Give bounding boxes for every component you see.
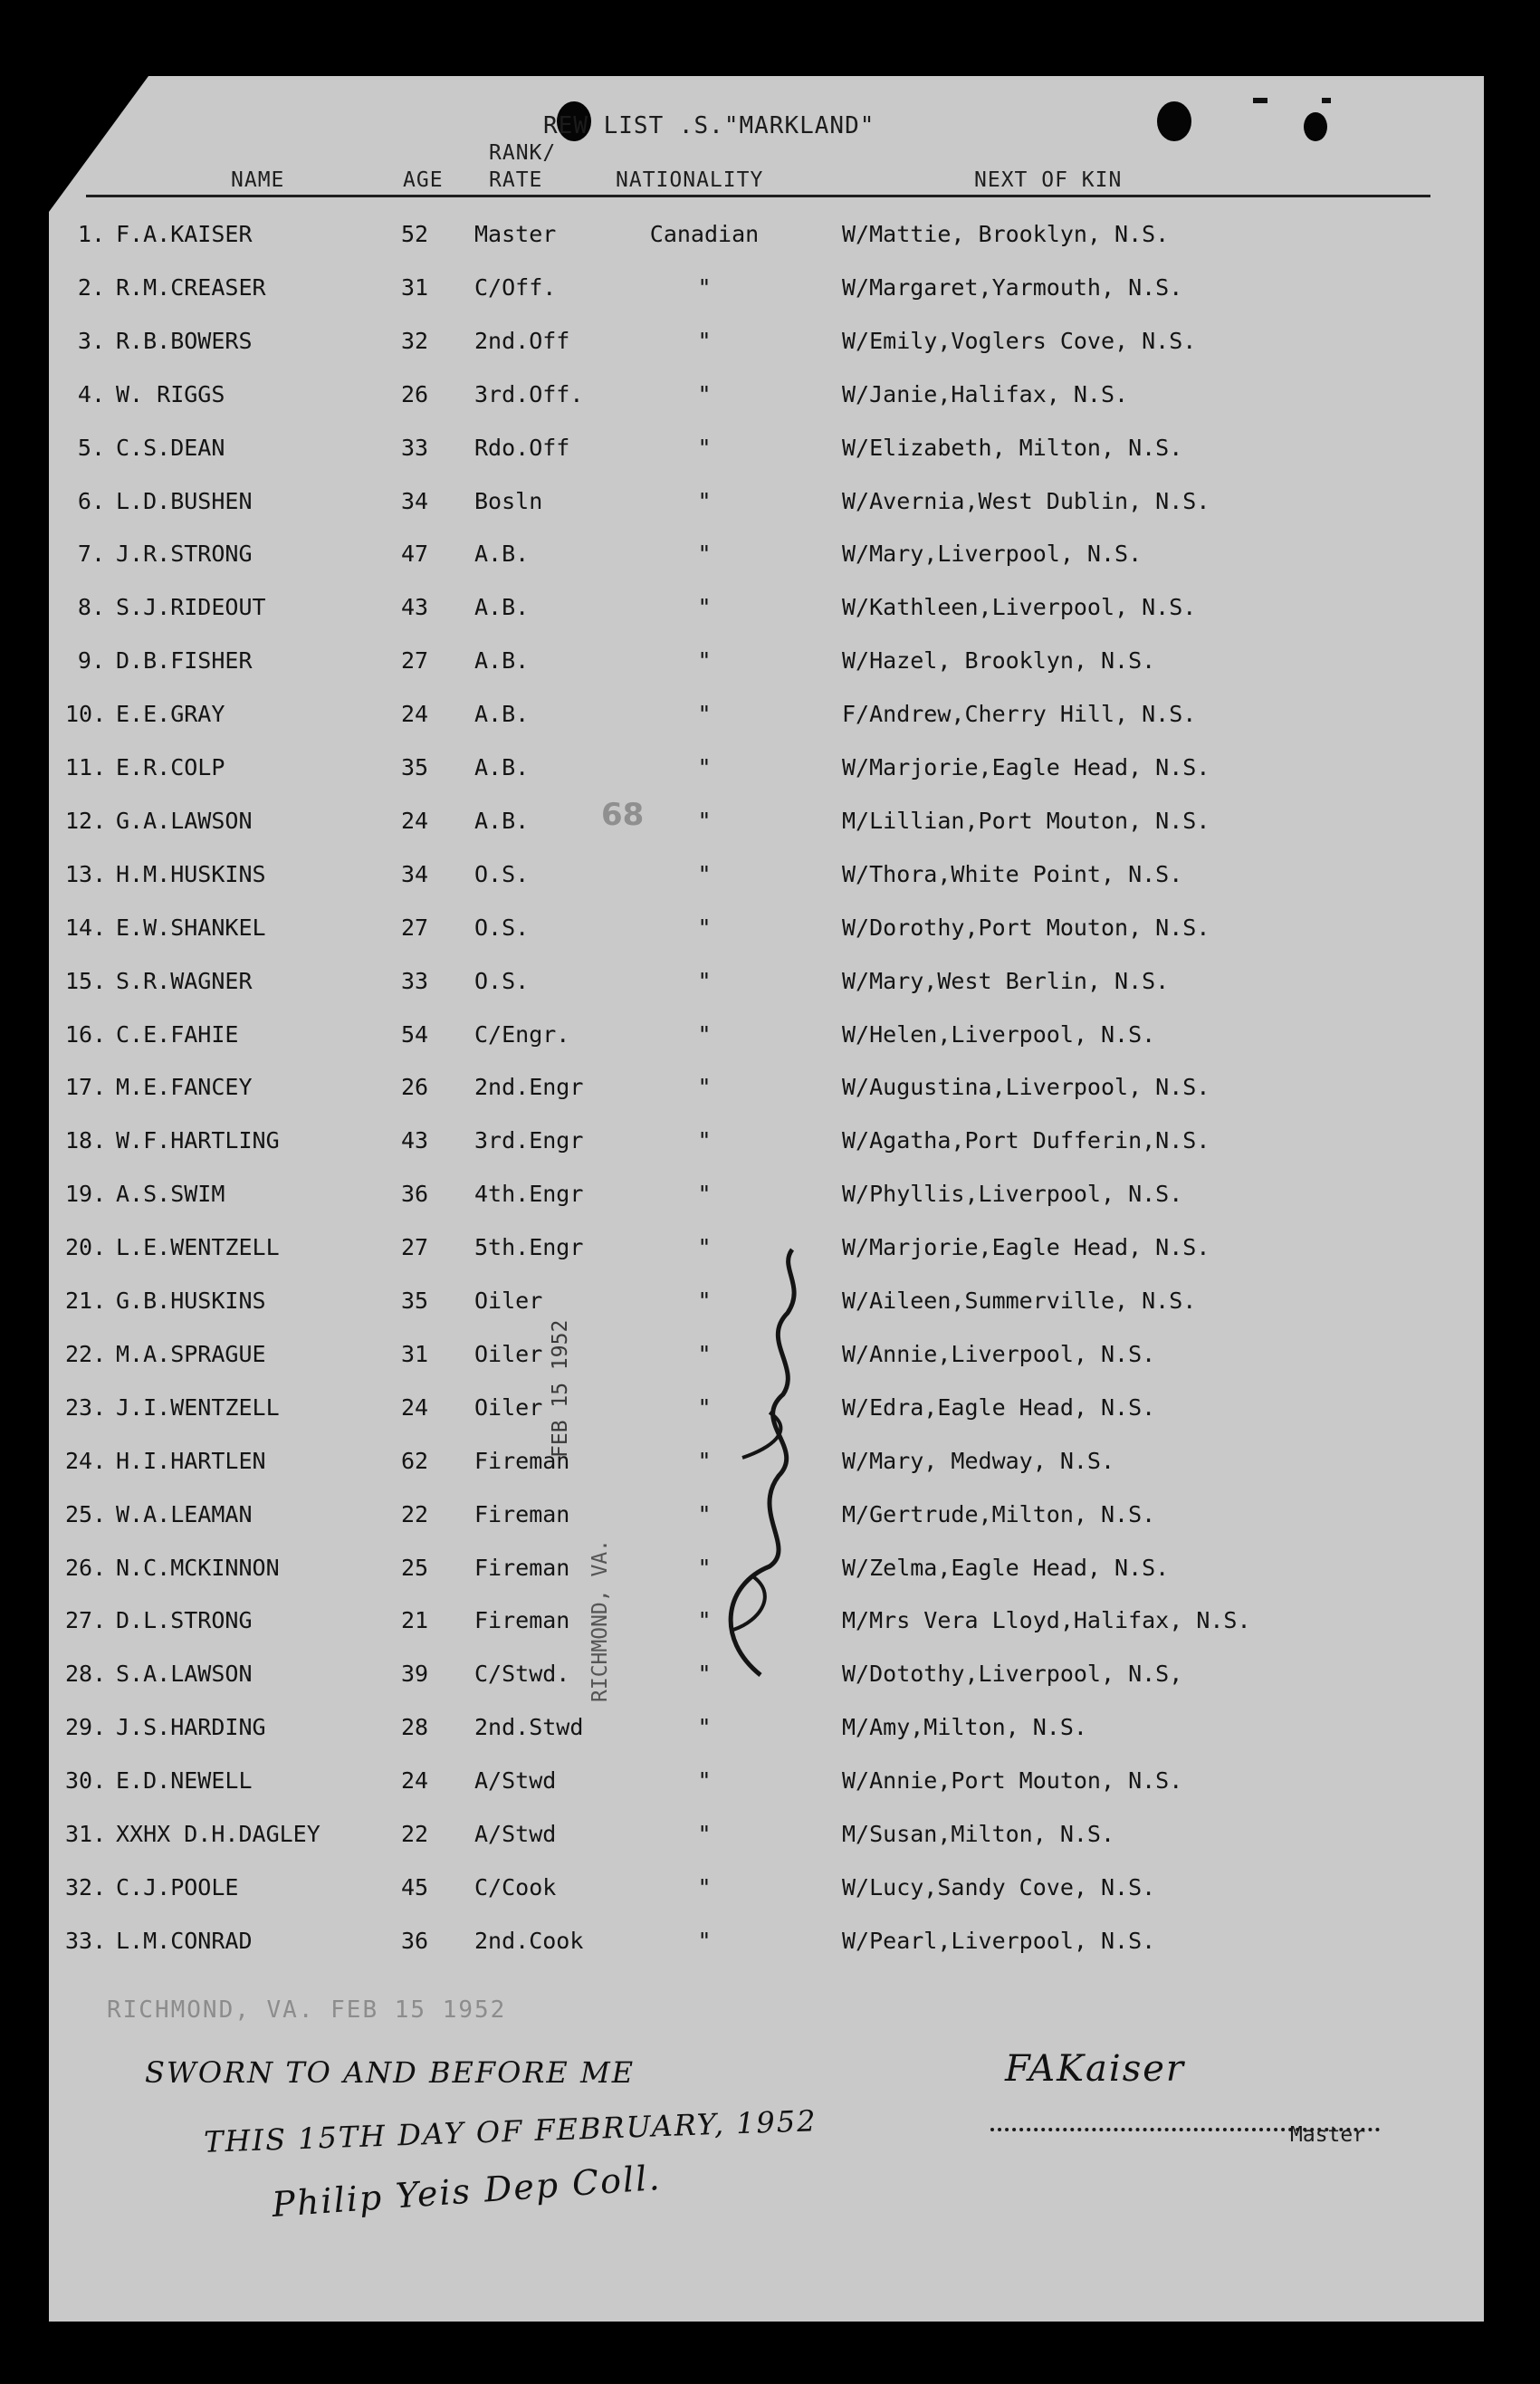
crew-next-of-kin: W/Annie,Port Mouton, N.S. bbox=[842, 1767, 1183, 1795]
crew-rank: 5th.Engr bbox=[474, 1234, 584, 1261]
crew-next-of-kin: W/Mary, Medway, N.S. bbox=[842, 1447, 1115, 1474]
crew-row bbox=[0, 1021, 1449, 1058]
stamp-signature bbox=[697, 1240, 815, 1693]
crew-age: 34 bbox=[401, 860, 429, 887]
vertical-place-stamp: RICHMOND, VA. bbox=[588, 1538, 612, 1702]
crew-age: 43 bbox=[401, 1127, 429, 1154]
crew-row bbox=[0, 221, 1449, 257]
crew-rank: 2nd.Stwd bbox=[474, 1714, 584, 1741]
crew-row bbox=[0, 1181, 1449, 1217]
oath-line-1: SWORN TO AND BEFORE ME bbox=[145, 2055, 636, 2090]
crew-rank: 3rd.Off. bbox=[474, 380, 584, 407]
column-header-name: NAME bbox=[231, 168, 285, 192]
crew-nationality: " bbox=[697, 327, 712, 354]
crew-rank: 2nd.Off bbox=[474, 327, 570, 354]
crew-nationality: " bbox=[697, 647, 712, 675]
crew-next-of-kin: W/Lucy,Sandy Cove, N.S. bbox=[842, 1873, 1156, 1900]
crew-row bbox=[0, 808, 1449, 844]
crew-nationality: " bbox=[697, 1500, 712, 1527]
crew-row bbox=[0, 1127, 1449, 1163]
crew-next-of-kin: W/Dotothy,Liverpool, N.S, bbox=[842, 1661, 1183, 1688]
crew-rank: 3rd.Engr bbox=[474, 1127, 584, 1154]
crew-nationality: " bbox=[697, 1288, 712, 1314]
crew-name: A.S.SWIM bbox=[116, 1181, 225, 1208]
crew-rank: Fireman bbox=[474, 1447, 570, 1474]
crew-number: 13. bbox=[65, 860, 107, 887]
crew-name: C.J.POOLE bbox=[116, 1873, 239, 1900]
crew-nationality: " bbox=[697, 1234, 712, 1261]
crew-age: 24 bbox=[401, 807, 429, 834]
crew-age: 43 bbox=[401, 594, 429, 621]
crew-age: 47 bbox=[401, 541, 429, 568]
crew-name: W. RIGGS bbox=[116, 380, 225, 407]
crew-rank: A.B. bbox=[474, 647, 530, 675]
crew-rank: O.S. bbox=[474, 914, 530, 941]
crew-nationality: " bbox=[697, 1447, 712, 1474]
crew-name: G.B.HUSKINS bbox=[116, 1288, 266, 1314]
crew-number: 18. bbox=[65, 1127, 107, 1154]
crew-number: 21. bbox=[65, 1288, 107, 1314]
crew-name: H.I.HARTLEN bbox=[116, 1447, 266, 1474]
crew-number: 29. bbox=[65, 1714, 107, 1741]
crew-next-of-kin: M/Susan,Milton, N.S. bbox=[842, 1821, 1115, 1847]
crew-number: 16. bbox=[65, 1020, 107, 1048]
crew-rank: A.B. bbox=[474, 807, 530, 834]
crew-next-of-kin: W/Emily,Voglers Cove, N.S. bbox=[842, 327, 1197, 354]
crew-number: 14. bbox=[65, 914, 107, 941]
crew-number: 19. bbox=[65, 1181, 107, 1208]
crew-rank: A/Stwd bbox=[474, 1821, 557, 1847]
crew-row bbox=[0, 1928, 1449, 1964]
crew-number: 25. bbox=[65, 1500, 107, 1527]
crew-next-of-kin: W/Thora,White Point, N.S. bbox=[842, 860, 1183, 887]
crew-name: R.B.BOWERS bbox=[116, 327, 253, 354]
crew-number: 2. bbox=[77, 273, 105, 301]
crew-nationality: " bbox=[697, 967, 712, 994]
master-signature: FAKaiser bbox=[1005, 2048, 1186, 2090]
crew-age: 35 bbox=[401, 754, 429, 780]
crew-number: 1. bbox=[77, 221, 105, 247]
crew-row bbox=[0, 914, 1449, 951]
crew-row bbox=[0, 861, 1449, 897]
crew-name: J.S.HARDING bbox=[116, 1714, 266, 1741]
crew-next-of-kin: W/Margaret,Yarmouth, N.S. bbox=[842, 273, 1183, 301]
oath-line-2: THIS 15TH DAY OF FEBRUARY, 1952 bbox=[203, 2103, 818, 2159]
crew-number: 27. bbox=[65, 1607, 107, 1634]
crew-next-of-kin: W/Mattie, Brooklyn, N.S. bbox=[842, 221, 1170, 247]
crew-number: 9. bbox=[77, 647, 105, 675]
crew-number: 26. bbox=[65, 1554, 107, 1581]
crew-rank: Master bbox=[474, 221, 557, 247]
crew-row bbox=[0, 594, 1449, 630]
crew-number: 22. bbox=[65, 1340, 107, 1367]
crew-age: 22 bbox=[401, 1821, 429, 1847]
crew-number: 33. bbox=[65, 1927, 107, 1954]
crew-age: 24 bbox=[401, 1767, 429, 1795]
crew-name: F.A.KAISER bbox=[116, 221, 253, 247]
crew-next-of-kin: W/Pearl,Liverpool, N.S. bbox=[842, 1927, 1156, 1954]
column-header-nationality: NATIONALITY bbox=[616, 168, 764, 192]
crew-name: E.R.COLP bbox=[116, 754, 225, 780]
crew-row bbox=[0, 1821, 1449, 1857]
crew-next-of-kin: W/Elizabeth, Milton, N.S. bbox=[842, 434, 1183, 461]
crew-rank: Bosln bbox=[474, 487, 543, 514]
crew-age: 22 bbox=[401, 1500, 429, 1527]
crew-row bbox=[0, 381, 1449, 417]
crew-rank: Fireman bbox=[474, 1607, 570, 1634]
crew-nationality: " bbox=[697, 1020, 712, 1048]
crew-number: 4. bbox=[77, 380, 105, 407]
crew-name: S.R.WAGNER bbox=[116, 967, 253, 994]
crew-rank: A.B. bbox=[474, 754, 530, 780]
crew-number: 10. bbox=[65, 701, 107, 728]
crew-age: 52 bbox=[401, 221, 429, 247]
crew-nationality: " bbox=[697, 273, 712, 301]
crew-name: XXHX D.H.DAGLEY bbox=[116, 1821, 320, 1847]
crew-next-of-kin: F/Andrew,Cherry Hill, N.S. bbox=[842, 701, 1197, 728]
crew-row bbox=[0, 488, 1449, 524]
crew-rank: O.S. bbox=[474, 860, 530, 887]
crew-name: G.A.LAWSON bbox=[116, 807, 253, 834]
master-label: Master bbox=[1290, 2123, 1366, 2147]
crew-nationality: " bbox=[697, 1127, 712, 1154]
crew-number: 23. bbox=[65, 1393, 107, 1421]
crew-next-of-kin: W/Phyllis,Liverpool, N.S. bbox=[842, 1181, 1183, 1208]
crew-age: 27 bbox=[401, 1234, 429, 1261]
crew-rank: C/Stwd. bbox=[474, 1661, 570, 1688]
crew-rank: A/Stwd bbox=[474, 1767, 557, 1795]
vertical-date-stamp: FEB 15 1952 bbox=[549, 1319, 572, 1458]
crew-age: 36 bbox=[401, 1927, 429, 1954]
crew-nationality: " bbox=[697, 487, 712, 514]
crew-nationality: " bbox=[697, 1821, 712, 1847]
crew-number: 28. bbox=[65, 1661, 107, 1688]
crew-row bbox=[0, 754, 1449, 790]
crew-age: 36 bbox=[401, 1181, 429, 1208]
crew-age: 28 bbox=[401, 1714, 429, 1741]
crew-rank: Fireman bbox=[474, 1554, 570, 1581]
crew-number: 15. bbox=[65, 967, 107, 994]
crew-row bbox=[0, 541, 1449, 577]
crew-rank: C/Cook bbox=[474, 1873, 557, 1900]
crew-rank: Oiler bbox=[474, 1393, 543, 1421]
crew-nationality: " bbox=[697, 1767, 712, 1795]
punch-hole-far-right bbox=[1304, 112, 1327, 141]
crew-next-of-kin: W/Marjorie,Eagle Head, N.S. bbox=[842, 754, 1210, 780]
crew-row bbox=[0, 968, 1449, 1004]
column-header-rank: RANK/ bbox=[489, 141, 557, 165]
crew-nationality: " bbox=[697, 807, 712, 834]
crew-next-of-kin: W/Zelma,Eagle Head, N.S. bbox=[842, 1554, 1170, 1581]
document-title: REW LIST .S."MARKLAND" bbox=[543, 112, 875, 139]
crew-rank: A.B. bbox=[474, 701, 530, 728]
crew-name: L.D.BUSHEN bbox=[116, 487, 253, 514]
crew-number: 8. bbox=[77, 594, 105, 621]
crew-number: 7. bbox=[77, 541, 105, 568]
crew-next-of-kin: W/Dorothy,Port Mouton, N.S. bbox=[842, 914, 1210, 941]
crew-number: 20. bbox=[65, 1234, 107, 1261]
crew-age: 62 bbox=[401, 1447, 429, 1474]
crew-nationality: " bbox=[697, 434, 712, 461]
crew-next-of-kin: M/Lillian,Port Mouton, N.S. bbox=[842, 807, 1210, 834]
crew-nationality: " bbox=[697, 594, 712, 621]
crew-number: 32. bbox=[65, 1873, 107, 1900]
crew-name: D.B.FISHER bbox=[116, 647, 253, 675]
crew-age: 27 bbox=[401, 914, 429, 941]
crew-name: D.L.STRONG bbox=[116, 1607, 253, 1634]
crew-age: 34 bbox=[401, 487, 429, 514]
crew-row bbox=[0, 1874, 1449, 1910]
crew-nationality: Canadian bbox=[649, 221, 760, 247]
crew-name: C.E.FAHIE bbox=[116, 1020, 239, 1048]
official-signature: Philip Yeis Dep Coll. bbox=[270, 2158, 663, 2225]
crew-name: W.F.HARTLING bbox=[116, 1127, 280, 1154]
crew-name: L.M.CONRAD bbox=[116, 1927, 253, 1954]
crew-nationality: " bbox=[697, 1554, 712, 1581]
crew-nationality: " bbox=[697, 541, 712, 568]
crew-row bbox=[0, 701, 1449, 737]
page-number-stamp: 68 bbox=[601, 797, 645, 833]
crew-next-of-kin: W/Janie,Halifax, N.S. bbox=[842, 380, 1129, 407]
crew-rank: Rdo.Off bbox=[474, 434, 570, 461]
crew-name: L.E.WENTZELL bbox=[116, 1234, 280, 1261]
crew-name: J.R.STRONG bbox=[116, 541, 253, 568]
crew-rank: A.B. bbox=[474, 594, 530, 621]
crew-name: M.A.SPRAGUE bbox=[116, 1340, 266, 1367]
crew-age: 33 bbox=[401, 434, 429, 461]
crew-number: 3. bbox=[77, 327, 105, 354]
place-date-stamp: RICHMOND, VA. FEB 15 1952 bbox=[107, 1996, 507, 2024]
crew-nationality: " bbox=[697, 1181, 712, 1208]
crew-rank: 2nd.Engr bbox=[474, 1074, 584, 1101]
crew-rank: C/Engr. bbox=[474, 1020, 570, 1048]
crew-nationality: " bbox=[697, 1873, 712, 1900]
crew-age: 27 bbox=[401, 647, 429, 675]
crew-name: H.M.HUSKINS bbox=[116, 860, 266, 887]
crew-rank: Oiler bbox=[474, 1340, 543, 1367]
crew-nationality: " bbox=[697, 1393, 712, 1421]
crew-name: S.A.LAWSON bbox=[116, 1661, 253, 1688]
crew-rank: 4th.Engr bbox=[474, 1181, 584, 1208]
punch-mark bbox=[1322, 98, 1331, 103]
crew-next-of-kin: W/Avernia,West Dublin, N.S. bbox=[842, 487, 1210, 514]
crew-name: J.I.WENTZELL bbox=[116, 1393, 280, 1421]
crew-rank: O.S. bbox=[474, 967, 530, 994]
crew-number: 12. bbox=[65, 807, 107, 834]
crew-number: 31. bbox=[65, 1821, 107, 1847]
crew-number: 30. bbox=[65, 1767, 107, 1795]
crew-next-of-kin: W/Marjorie,Eagle Head, N.S. bbox=[842, 1234, 1210, 1261]
crew-nationality: " bbox=[697, 1074, 712, 1101]
crew-age: 24 bbox=[401, 701, 429, 728]
crew-row bbox=[0, 1767, 1449, 1804]
crew-row bbox=[0, 647, 1449, 684]
column-header-age: AGE bbox=[403, 168, 444, 192]
crew-rank: C/Off. bbox=[474, 273, 557, 301]
header-rule bbox=[86, 195, 1430, 197]
crew-row bbox=[0, 435, 1449, 471]
crew-nationality: " bbox=[697, 701, 712, 728]
crew-next-of-kin: W/Annie,Liverpool, N.S. bbox=[842, 1340, 1156, 1367]
crew-rank: A.B. bbox=[474, 541, 530, 568]
crew-age: 31 bbox=[401, 273, 429, 301]
crew-nationality: " bbox=[697, 1714, 712, 1741]
crew-age: 35 bbox=[401, 1288, 429, 1314]
crew-number: 5. bbox=[77, 434, 105, 461]
crew-nationality: " bbox=[697, 860, 712, 887]
crew-age: 24 bbox=[401, 1393, 429, 1421]
crew-next-of-kin: W/Mary,Liverpool, N.S. bbox=[842, 541, 1143, 568]
crew-next-of-kin: W/Agatha,Port Dufferin,N.S. bbox=[842, 1127, 1210, 1154]
crew-nationality: " bbox=[697, 1927, 712, 1954]
crew-name: S.J.RIDEOUT bbox=[116, 594, 266, 621]
crew-next-of-kin: W/Hazel, Brooklyn, N.S. bbox=[842, 647, 1156, 675]
crew-number: 17. bbox=[65, 1074, 107, 1101]
crew-next-of-kin: W/Mary,West Berlin, N.S. bbox=[842, 967, 1170, 994]
column-header-next-of-kin: NEXT OF KIN bbox=[974, 168, 1123, 192]
crew-age: 26 bbox=[401, 1074, 429, 1101]
crew-next-of-kin: M/Gertrude,Milton, N.S. bbox=[842, 1500, 1156, 1527]
crew-name: C.S.DEAN bbox=[116, 434, 225, 461]
crew-next-of-kin: M/Mrs Vera Lloyd,Halifax, N.S. bbox=[842, 1607, 1251, 1634]
crew-row bbox=[0, 274, 1449, 311]
crew-nationality: " bbox=[697, 1340, 712, 1367]
punch-hole-right bbox=[1157, 101, 1191, 141]
crew-nationality: " bbox=[697, 754, 712, 780]
crew-next-of-kin: M/Amy,Milton, N.S. bbox=[842, 1714, 1087, 1741]
crew-nationality: " bbox=[697, 1661, 712, 1688]
crew-next-of-kin: W/Aileen,Summerville, N.S. bbox=[842, 1288, 1197, 1314]
crew-rank: Fireman bbox=[474, 1500, 570, 1527]
crew-next-of-kin: W/Edra,Eagle Head, N.S. bbox=[842, 1393, 1156, 1421]
crew-age: 31 bbox=[401, 1340, 429, 1367]
crew-number: 11. bbox=[65, 754, 107, 780]
crew-age: 33 bbox=[401, 967, 429, 994]
crew-name: E.E.GRAY bbox=[116, 701, 225, 728]
crew-row bbox=[0, 1074, 1449, 1110]
crew-nationality: " bbox=[697, 1607, 712, 1634]
punch-mark bbox=[1253, 98, 1267, 103]
crew-name: W.A.LEAMAN bbox=[116, 1500, 253, 1527]
crew-name: M.E.FANCEY bbox=[116, 1074, 253, 1101]
crew-next-of-kin: W/Augustina,Liverpool, N.S. bbox=[842, 1074, 1210, 1101]
crew-rank: Oiler bbox=[474, 1288, 543, 1314]
crew-age: 21 bbox=[401, 1607, 429, 1634]
crew-name: E.D.NEWELL bbox=[116, 1767, 253, 1795]
crew-age: 32 bbox=[401, 327, 429, 354]
crew-rank: 2nd.Cook bbox=[474, 1927, 584, 1954]
crew-name: R.M.CREASER bbox=[116, 273, 266, 301]
crew-nationality: " bbox=[697, 380, 712, 407]
crew-number: 6. bbox=[77, 487, 105, 514]
crew-number: 24. bbox=[65, 1447, 107, 1474]
crew-age: 39 bbox=[401, 1661, 429, 1688]
column-header-rate: RATE bbox=[489, 168, 543, 192]
crew-next-of-kin: W/Kathleen,Liverpool, N.S. bbox=[842, 594, 1197, 621]
crew-age: 26 bbox=[401, 380, 429, 407]
crew-row bbox=[0, 1714, 1449, 1750]
crew-name: N.C.MCKINNON bbox=[116, 1554, 280, 1581]
crew-next-of-kin: W/Helen,Liverpool, N.S. bbox=[842, 1020, 1156, 1048]
crew-row bbox=[0, 328, 1449, 364]
crew-nationality: " bbox=[697, 914, 712, 941]
crew-age: 45 bbox=[401, 1873, 429, 1900]
crew-age: 25 bbox=[401, 1554, 429, 1581]
crew-name: E.W.SHANKEL bbox=[116, 914, 266, 941]
crew-age: 54 bbox=[401, 1020, 429, 1048]
